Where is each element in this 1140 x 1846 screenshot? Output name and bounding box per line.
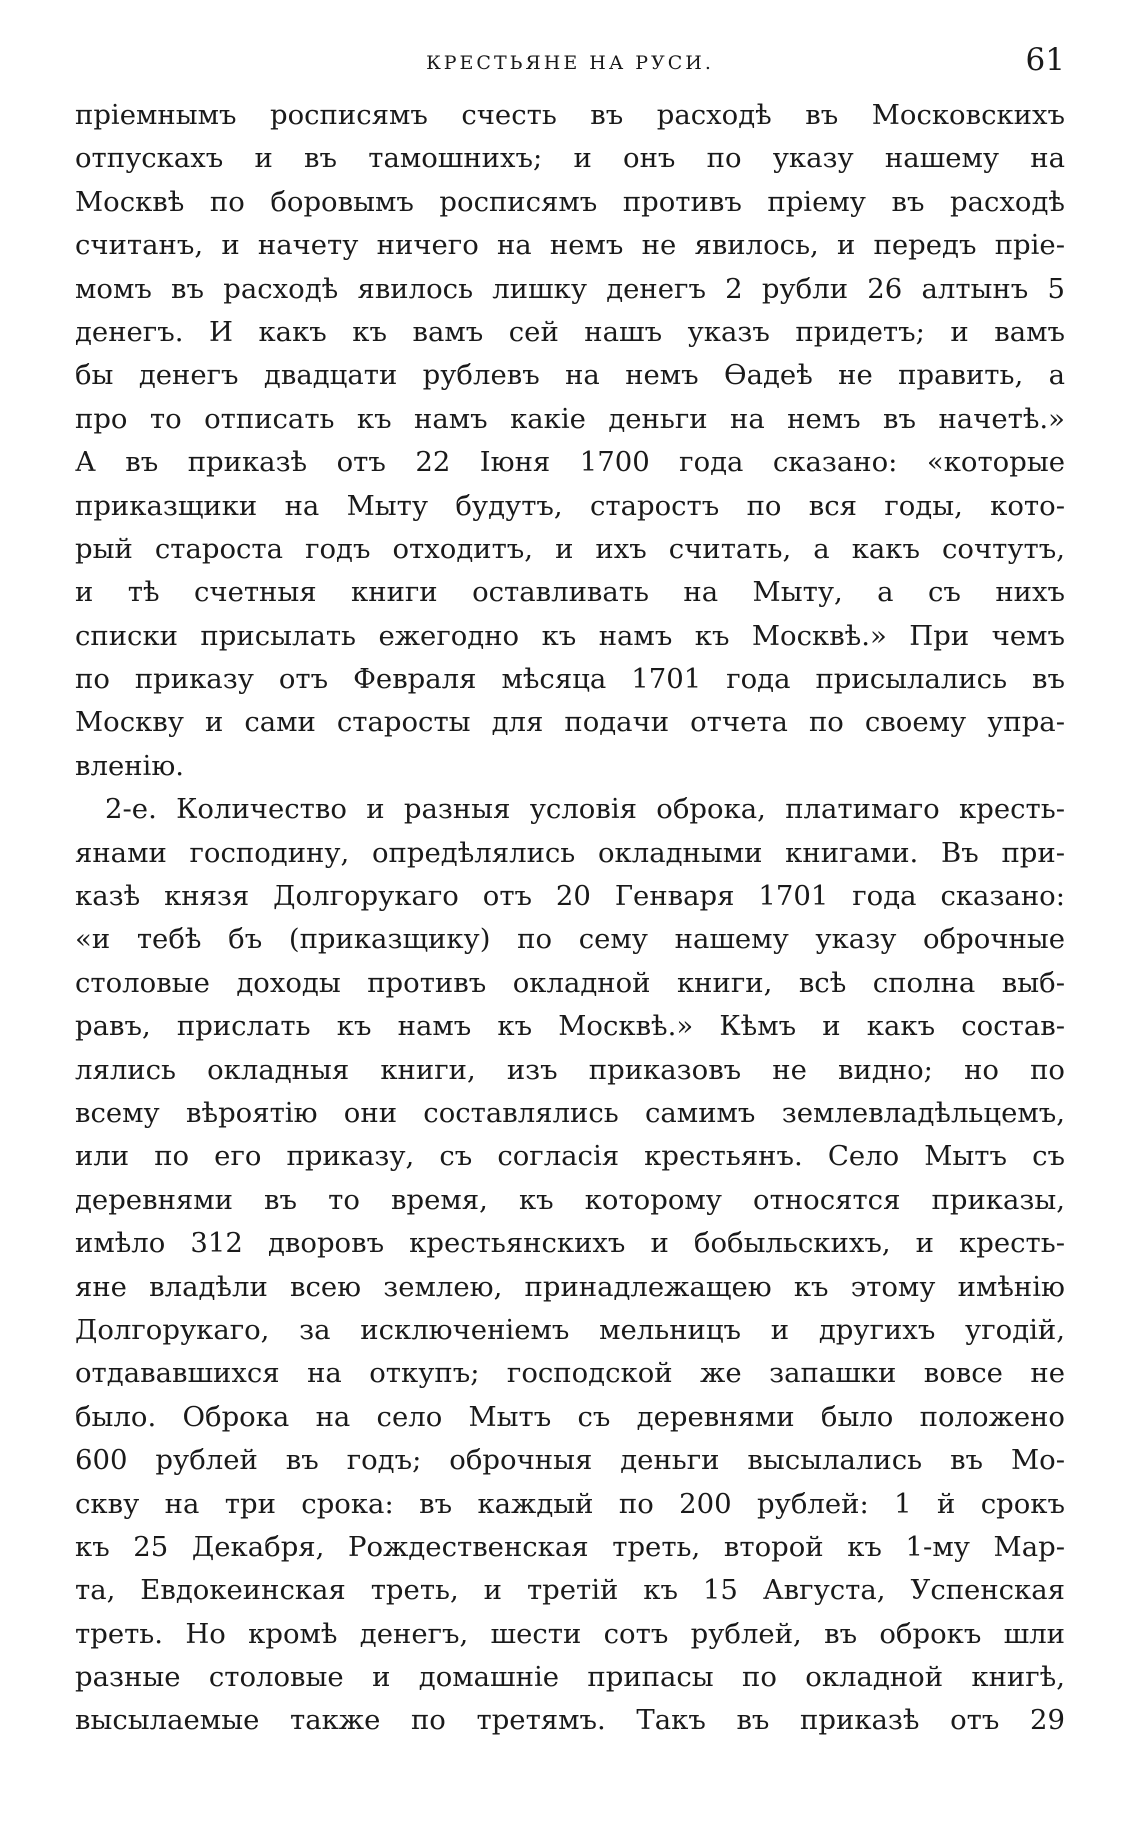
text-line: янами господину, опредѣлялись окладными книгами. Въ при- (75, 836, 1065, 869)
text-line: «и тебѣ бъ (приказщику) по сему нашему указу оброчные (75, 923, 1065, 956)
text-line: списки присылать ежегодно къ намъ къ Москвѣ.» При чемъ (75, 619, 1065, 652)
text-line: отпускахъ и въ тамошнихъ; и онъ по указу нашему на (75, 142, 1065, 175)
text-line: столовые доходы противъ окладной книги, всѣ сполна выб- (75, 966, 1065, 999)
running-title: КРЕСТЬЯНЕ НА РУСИ. (426, 52, 714, 74)
paragraph-1 (75, 94, 1065, 788)
text-line: 2-е. Количество и разныя условія оброка, платимаго кресть- (105, 793, 1065, 826)
text-line: имѣло 312 дворовъ крестьянскихъ и бобыльскихъ, и кресть- (75, 1227, 1065, 1260)
running-head (75, 42, 1065, 82)
text-line: высылаемые также по третямъ. Такъ въ приказѣ отъ 29 (75, 1704, 1065, 1737)
text-line: про то отписать къ намъ какіе деньги на немъ въ начетѣ.» (75, 402, 1065, 435)
text-line: было. Оброка на село Мытъ съ деревнями было положено (75, 1400, 1065, 1433)
text-line: бы денегъ двадцати рублевъ на немъ Ѳадеѣ не править, а (75, 359, 1065, 392)
text-line: разные столовые и домашніе припасы по окладной книгѣ, (75, 1661, 1065, 1694)
text-line: равъ, прислать къ намъ къ Москвѣ.» Кѣмъ и какъ состав- (75, 1010, 1065, 1043)
page-number: 61 (1025, 42, 1065, 78)
text-line: яне владѣли всею землею, принадлежащею къ этому имѣнію (75, 1270, 1065, 1303)
text-line: рый староста годъ отходитъ, и ихъ считать, а какъ сочтутъ, (75, 532, 1065, 565)
text-line: денегъ. И какъ къ вамъ сей нашъ указъ придетъ; и вамъ (75, 315, 1065, 348)
text-line: считанъ, и начету ничего на немъ не явилось, и передъ пріе- (75, 229, 1065, 262)
text-line: приказщики на Мыту будутъ, старостъ по вся годы, кото- (75, 489, 1065, 522)
text-line: та, Евдокеинская треть, и третій къ 15 Августа, Успенская (75, 1574, 1065, 1607)
text-line: вленію. (75, 749, 185, 782)
text-line: скву на три срока: въ каждый по 200 рублей: 1 й срокъ (75, 1487, 1065, 1520)
text-line: деревнями въ то время, къ которому относятся приказы, (75, 1183, 1065, 1216)
text-line: отдававшихся на откупъ; господской же запашки вовсе не (75, 1357, 1065, 1390)
text-line: момъ въ расходѣ явилось лишку денегъ 2 рубли 26 алтынъ 5 (75, 272, 1065, 305)
body-text (75, 94, 1065, 1743)
text-line: къ 25 Декабря, Рождественская треть, второй къ 1-му Мар- (75, 1530, 1065, 1563)
text-line: или по его приказу, съ согласія крестьянъ. Село Мытъ съ (75, 1140, 1065, 1173)
text-line: казѣ князя Долгорукаго отъ 20 Генваря 1701 года сказано: (75, 880, 1065, 913)
text-line: Москвѣ по боровымъ росписямъ противъ пріему въ расходѣ (75, 185, 1065, 218)
text-line: Москву и сами старосты для подачи отчета по своему упра- (75, 706, 1065, 739)
text-line: по приказу отъ Февраля мѣсяца 1701 года присылались въ (75, 663, 1065, 696)
text-line: и тѣ счетныя книги оставливать на Мыту, а съ нихъ (75, 576, 1065, 609)
text-line: треть. Но кромѣ денегъ, шести сотъ рублей, въ оброкъ шли (75, 1617, 1065, 1650)
text-line: пріемнымъ росписямъ счесть въ расходѣ въ Московскихъ (75, 99, 1065, 131)
text-line: всему вѣроятію они составлялись самимъ землевладѣльцемъ, (75, 1096, 1065, 1129)
text-line: 600 рублей въ годъ; оброчныя деньги высылались въ Мо- (75, 1444, 1065, 1477)
text-line: лялись окладныя книги, изъ приказовъ не видно; но по (75, 1053, 1065, 1086)
text-line: Долгорукаго, за исключеніемъ мельницъ и другихъ угодій, (75, 1313, 1065, 1346)
paragraph-2 (75, 788, 1065, 1743)
text-line: А въ приказѣ отъ 22 Іюня 1700 года сказано: «которые (75, 446, 1065, 479)
